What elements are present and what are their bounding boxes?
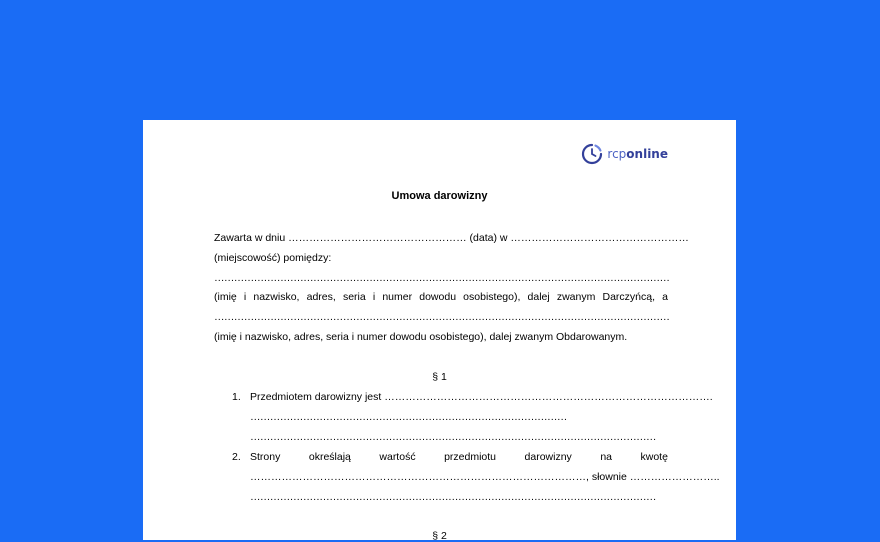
word: na [600,451,612,463]
section-1-heading: § 1 [432,371,447,383]
item-2-line-2: ……………………………………………………………………………………, słownie …………………….. [250,471,720,483]
logo-suffix: online [626,147,668,161]
word: Strony [250,451,281,463]
rcponline-logo [581,142,668,166]
contract-date-line: Zawarta w dniu …………………………………………… (data) w …………………………………………… [214,232,689,244]
word: wartość [379,451,416,463]
word: Darczyńcą, [602,291,656,303]
word: adres, [306,291,336,303]
word: zwanym [556,291,596,303]
item-1-line-1: Przedmiotem darowizny jest …………………………………………………………………………………. [250,391,713,403]
item-2-number: 2. [232,451,241,463]
recipient-blank-line: ………………………………………………………………………………………………………………………… [214,311,670,323]
word: nazwisko, [253,291,300,303]
section-2-heading: § 2 [432,530,447,542]
recipient-description-line: (imię i nazwisko, adres, seria i numer dowodu osobistego), dalej zwanym Obdarowanym. [214,331,628,343]
word: darowizny [524,451,572,463]
word: dalej [527,291,550,303]
clock-logo-icon [581,143,603,165]
word: określają [308,451,351,463]
word: (imię [214,291,237,303]
item-2-line-3: …………………………………………………………………………………………………………… [250,491,656,503]
word: a [662,291,668,303]
logo-text [607,147,668,161]
logo-prefix: rcp [607,147,627,161]
place-line: (miejscowość) pomiędzy: [214,252,332,264]
item-1-number: 1. [232,391,241,403]
item-1-line-2: …………………………………………………………………………………… [250,411,567,423]
item-2-line-1 [250,450,668,464]
word: przedmiotu [444,451,497,463]
item-1-line-3: …………………………………………………………………………………………………………… [250,431,656,443]
donor-description-line [214,290,668,304]
word: i [243,291,247,303]
word: dowodu [419,291,457,303]
document-title: Umowa darowizny [391,190,488,202]
word: numer [382,291,413,303]
word: osobistego), [463,291,521,303]
word: i [372,291,376,303]
word: kwotę [640,451,668,463]
donor-blank-line: ………………………………………………………………………………………………………………………… [214,272,670,284]
word: seria [342,291,366,303]
document-page [143,120,736,540]
